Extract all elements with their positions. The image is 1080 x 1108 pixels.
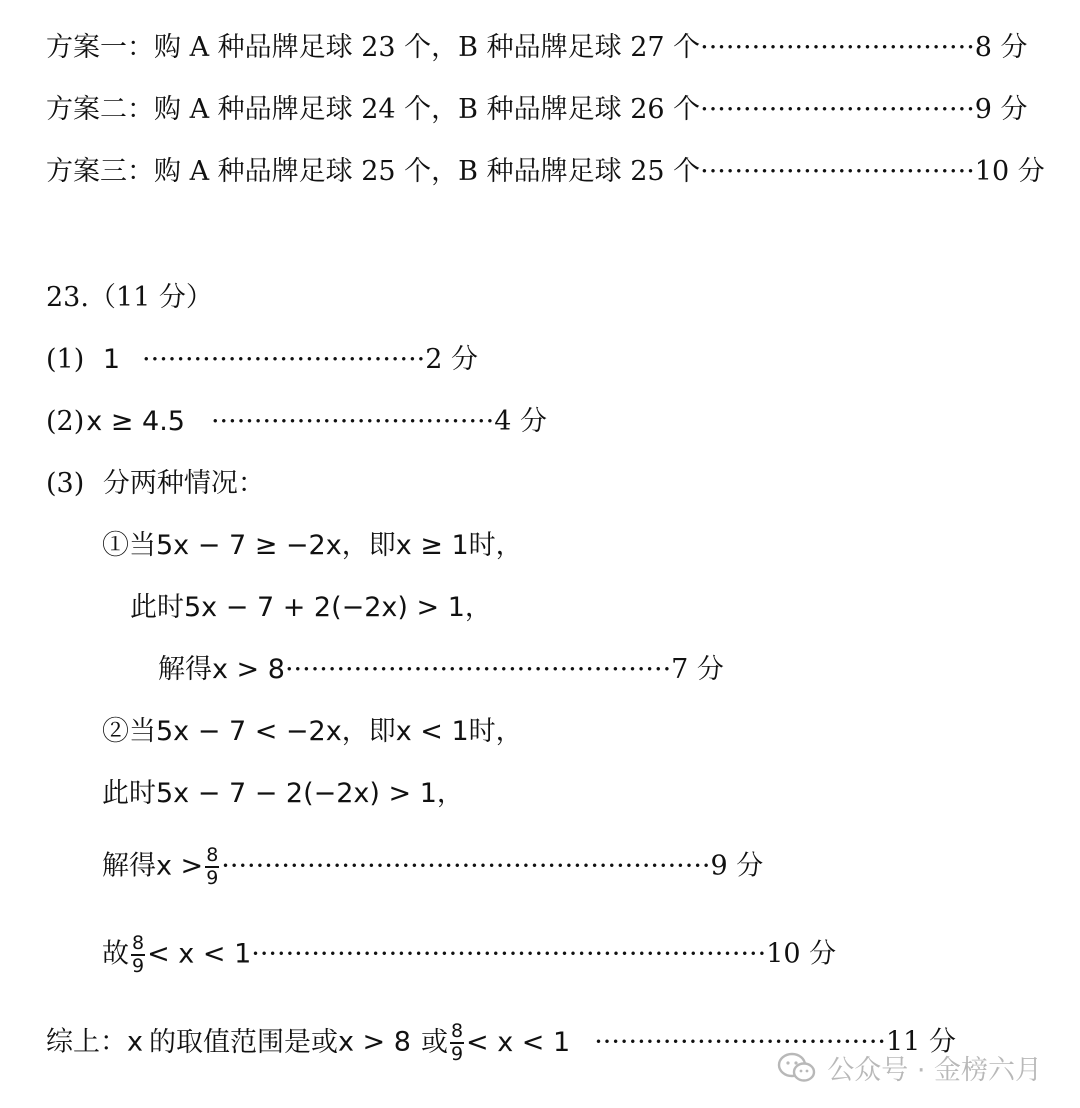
question-number: 23.（11 分） [46,282,213,313]
summary-or: 或 [420,1026,448,1058]
plan-text: 方案一：购 A 种品牌足球 23 个，B 种品牌足球 27 个 [46,32,701,63]
case-1-condition [102,532,523,559]
dot-leader: ································ [700,156,975,187]
condition-suffix: 时， [468,530,523,561]
dot-leader: ································· [210,406,495,437]
fraction-numerator: 8 [206,844,219,866]
watermark-text: 公众号 · 金榜六月 [827,1055,1042,1086]
fraction-denominator: 9 [450,1043,464,1065]
summary-math-variable: x [127,1026,143,1058]
solve-math: x > 8 [212,654,285,685]
part-text: 分两种情况： [102,468,265,499]
wechat-icon [777,1052,817,1084]
step-math: 5x − 7 − 2(−2x) > 1 [156,778,437,809]
question-header [46,284,213,311]
step-suffix: ， [436,778,464,809]
therefore-math: < x < 1 [147,938,252,970]
part-3-line [46,470,265,497]
dot-leader: ································ [700,32,975,63]
answer-math: x ≥ 4.5 [86,406,185,437]
fraction-denominator: 9 [132,955,145,977]
case-2-condition [102,718,523,745]
condition-connector: ，即 [341,530,396,561]
fraction-denominator: 9 [206,867,219,889]
part-1-line [46,346,478,373]
fraction-numerator: 8 [132,932,145,954]
dot-leader: ············································· [284,654,672,685]
score: 9 分 [710,850,764,882]
summary-text: 的取值范围是或 [148,1026,338,1058]
part-label: (3) [46,468,85,499]
step-prefix: 此时 [102,778,156,809]
solve-prefix: 解得 [158,654,212,685]
part-label: (2) [46,406,85,437]
score: 8 分 [974,32,1028,63]
summary-math-1: x > 8 [337,1026,411,1058]
fraction [205,846,219,888]
condition-suffix: 时， [468,716,523,747]
step-suffix: ， [464,592,492,623]
answer-math: 1 [102,344,121,375]
condition-math-2: x ≥ 1 [395,530,469,561]
plan-text: 方案二：购 A 种品牌足球 24 个，B 种品牌足球 26 个 [46,94,701,125]
plan-line-3 [46,158,1045,185]
condition-math: 5x − 7 < −2x [156,716,342,747]
case-2-solution [102,846,763,888]
solve-math: x > [156,850,204,882]
score: 10 分 [766,938,837,970]
dot-leader: ···························································· [251,938,767,970]
condition-math: 5x − 7 ≥ −2x [156,530,342,561]
therefore-line [102,934,836,976]
score: 7 分 [671,654,724,685]
fraction [450,1022,464,1064]
fraction-numerator: 8 [450,1020,464,1042]
case-1-step [130,594,492,621]
therefore-prefix: 故 [102,938,129,970]
step-prefix: 此时 [130,592,184,623]
dot-leader: ································· [142,344,426,375]
case-2-step [102,780,464,807]
score: 9 分 [974,94,1028,125]
case-prefix: ①当 [102,530,156,561]
step-math: 5x − 7 + 2(−2x) > 1 [184,592,465,623]
part-label: (1) [46,344,85,375]
condition-math-2: x < 1 [395,716,469,747]
score: 4 分 [494,406,547,437]
dot-leader: ·································· [594,1026,886,1058]
score: 2 分 [425,344,479,375]
summary-prefix: 综上： [46,1026,127,1058]
solve-prefix: 解得 [102,850,156,882]
summary-math-2: < x < 1 [466,1026,571,1058]
fraction [131,934,145,976]
plan-line-2 [46,96,1028,123]
condition-connector: ，即 [341,716,396,747]
score: 10 分 [974,156,1045,187]
case-1-solution [158,656,724,683]
score: 11 分 [886,1026,956,1058]
plan-text: 方案三：购 A 种品牌足球 25 个，B 种品牌足球 25 个 [46,156,701,187]
part-2-line [46,408,547,435]
dot-leader: ································ [700,94,975,125]
dot-leader: ························································· [221,850,711,882]
case-prefix: ②当 [102,716,156,747]
watermark [777,1048,1042,1087]
plan-line-1 [46,34,1028,61]
